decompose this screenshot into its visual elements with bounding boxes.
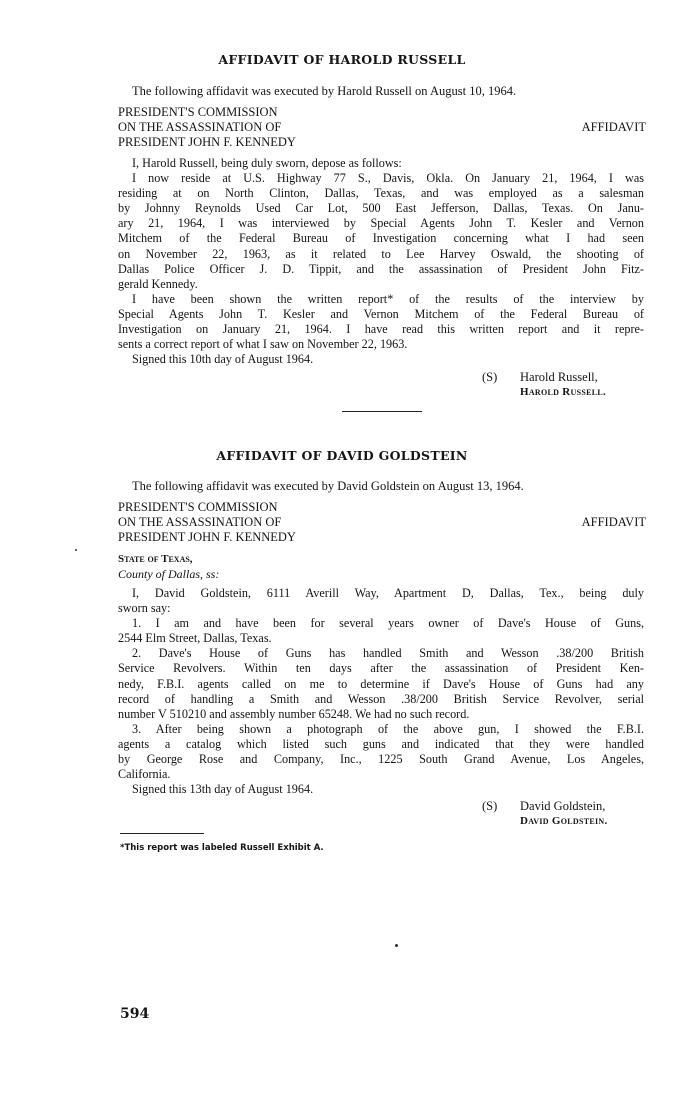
- header-line: PRESIDENT JOHN F. KENNEDY: [118, 135, 296, 149]
- text-line: on November 22, 1963, as it related to Lee Harvey Oswald, the shooting of: [118, 246, 644, 261]
- affidavit-title-russell: AFFIDAVIT OF HAROLD RUSSELL: [218, 52, 466, 67]
- text-line: sents a correct report of what I saw on November 22, 1963.: [118, 337, 408, 352]
- paragraph: [118, 156, 644, 171]
- scan-speck: [395, 944, 398, 947]
- footnote: *This report was labeled Russell Exhibit A.: [120, 843, 324, 853]
- text-line: residing at on North Clinton, Dallas, Texas, and was employed as a salesman: [118, 186, 644, 201]
- signature-name: David Goldstein,: [520, 799, 606, 813]
- text-line: California.: [118, 767, 171, 782]
- text-line: Signed this 13th day of August 1964.: [132, 782, 314, 797]
- text-line: Mitchem of the Federal Bureau of Investigation concerning what I had seen: [118, 231, 644, 246]
- footnote-rule: [120, 833, 204, 834]
- text-line: Investigation on January 21, 1964. I have read this written report and it repre-: [118, 322, 644, 337]
- text-line: I have been shown the written report* of the results of the interview by: [132, 291, 644, 306]
- text-line: Signed this 10th day of August 1964.: [132, 352, 314, 367]
- text-line: gerald Kennedy.: [118, 276, 198, 291]
- affidavit-title-goldstein: AFFIDAVIT OF DAVID GOLDSTEIN: [216, 448, 468, 463]
- section-divider: [342, 411, 422, 412]
- text-line: I, Harold Russell, being duly sworn, depose as follows:: [132, 156, 402, 170]
- text-line: I now reside at U.S. Highway 77 S., Davis, Okla. On January 21, 1964, I was: [132, 171, 644, 186]
- text-line: number V 510210 and assembly number 65248. We had no such record.: [118, 706, 470, 721]
- header-line: ON THE ASSASSINATION OF: [118, 120, 282, 134]
- paragraph: [118, 171, 644, 292]
- text-line: nedy, F.B.I. agents called on me to determine if Dave's House of Guns had any: [118, 676, 644, 691]
- affidavit-label: AFFIDAVIT: [581, 120, 646, 134]
- paragraph: [118, 782, 644, 797]
- signature-mark: (S): [482, 799, 498, 813]
- paragraph: [118, 292, 644, 352]
- text-line: 3. After being shown a photograph of the above gun, I showed the F.B.I.: [132, 721, 644, 736]
- signature-block-goldstein: [482, 799, 608, 829]
- text-line: I, David Goldstein, 6111 Averill Way, Apartment D, Dallas, Tex., being duly: [132, 586, 644, 600]
- text-line: 1. I am and have been for several years owner of Dave's House of Guns,: [132, 616, 644, 631]
- signature-name: Harold Russell,: [520, 370, 598, 384]
- affidavit-intro-russell: The following affidavit was executed by Harold Russell on August 10, 1964.: [132, 84, 517, 98]
- text-line: Dallas Police Officer J. D. Tippit, and the assassination of President John Fitz-: [118, 261, 644, 276]
- paragraph: [118, 616, 644, 646]
- page-number: 594: [120, 1006, 150, 1022]
- county-line: County of Dallas, ss:: [118, 567, 220, 581]
- commission-header-russell: [118, 105, 646, 150]
- text-line: agents a catalog which listed such guns and indicated that they were handled: [118, 736, 644, 751]
- paragraph: [118, 586, 644, 616]
- signature-mark: (S): [482, 370, 498, 384]
- text-line: Service Revolvers. Within ten days after the assassination of President Ken-: [118, 661, 644, 676]
- affidavit-body-goldstein: [118, 586, 644, 797]
- text-line: 2544 Elm Street, Dallas, Texas.: [118, 631, 272, 646]
- venue-block: [118, 552, 219, 582]
- text-line: ary 21, 1964, I was interviewed by Special Agents John T. Kesler and Vernon: [118, 216, 644, 231]
- scan-speck: [75, 549, 77, 551]
- signature-caps-name: Harold Russell.: [520, 386, 607, 398]
- text-line: Special Agents John T. Kesler and Vernon Mitchem of the Federal Bureau of: [118, 306, 644, 321]
- header-line: PRESIDENT'S COMMISSION: [118, 500, 278, 514]
- signature-block-russell: [482, 370, 606, 400]
- paragraph: [118, 646, 644, 721]
- affidavit-intro-goldstein: The following affidavit was executed by David Goldstein on August 13, 1964.: [132, 479, 524, 493]
- state-line: State of Texas,: [118, 553, 193, 565]
- affidavit-body-russell: [118, 156, 644, 367]
- commission-header-goldstein: [118, 500, 646, 545]
- text-line: record of handling a Smith and Wesson .38/200 British Service Revolver, serial: [118, 691, 644, 706]
- header-line: ON THE ASSASSINATION OF: [118, 515, 282, 529]
- text-line: by Johnny Reynolds Used Car Lot, 500 East Jefferson, Dallas, Texas. On Janu-: [118, 201, 644, 216]
- signature-caps-name: David Goldstein.: [520, 815, 608, 827]
- text-line: by George Rose and Company, Inc., 1225 South Grand Avenue, Los Angeles,: [118, 752, 644, 767]
- paragraph: [118, 352, 644, 367]
- header-line: PRESIDENT JOHN F. KENNEDY: [118, 530, 296, 544]
- text-line: sworn say:: [118, 601, 171, 616]
- header-line: PRESIDENT'S COMMISSION: [118, 105, 278, 119]
- paragraph: [118, 722, 644, 782]
- affidavit-label: AFFIDAVIT: [581, 515, 646, 529]
- text-line: 2. Dave's House of Guns has handled Smith and Wesson .38/200 British: [132, 646, 644, 661]
